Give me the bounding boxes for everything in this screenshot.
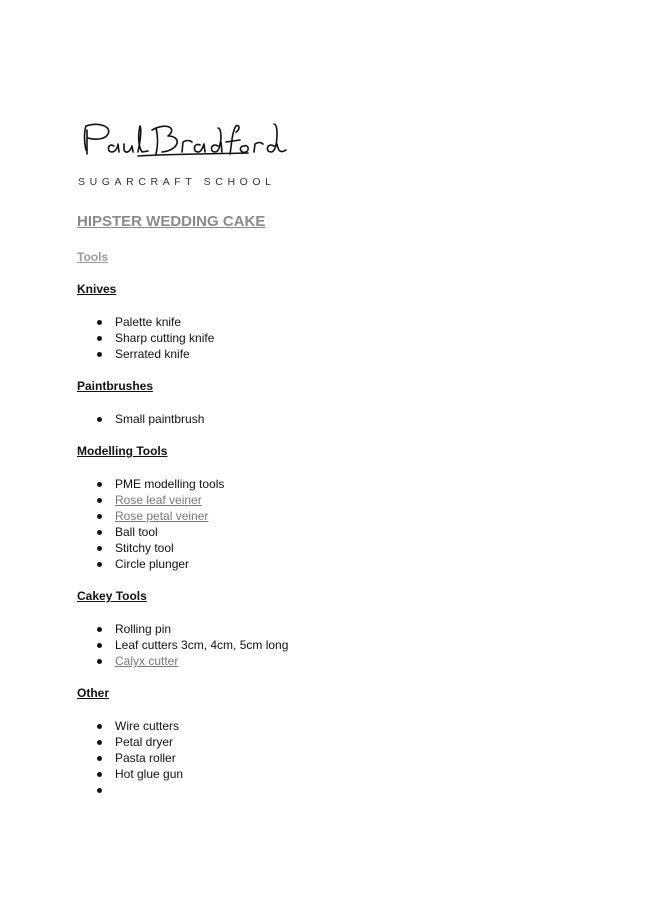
list-item [77,476,597,492]
bullet-icon [97,336,102,341]
bullet-icon [97,772,102,777]
list-item-text: Leaf cutters 3cm, 4cm, 5cm long [115,638,289,652]
section-paintbrushes [77,379,597,427]
list-item-text: Palette knife [115,315,182,329]
bullet-icon [97,417,102,422]
list-item [77,734,597,750]
paul-bradford-logo [78,120,288,192]
rose-petal-veiner-link[interactable]: Rose petal veiner [115,509,209,523]
list-item-text: Petal dryer [115,735,174,749]
list-item [77,718,597,734]
list-item [77,314,597,330]
bullet-icon [97,724,102,729]
document-content [77,212,597,815]
section-heading: Paintbrushes [77,379,154,393]
bullet-icon [97,352,102,357]
section-knives [77,282,597,362]
item-list [77,411,597,427]
rose-leaf-veiner-link[interactable]: Rose leaf veiner [115,493,202,507]
list-item [77,621,597,637]
section-heading: Modelling Tools [77,444,168,458]
document-title: HIPSTER WEDDING CAKE [77,213,266,230]
section-cakey-tools [77,589,597,669]
list-item-text: Serrated knife [115,347,190,361]
bullet-icon [97,530,102,535]
bullet-icon [97,756,102,761]
section-heading: Other [77,686,110,700]
list-item [77,653,597,669]
list-item [77,508,597,524]
document-subtitle: Tools [77,250,109,264]
item-list [77,314,597,362]
list-item [77,346,597,362]
list-item-empty [77,782,597,798]
list-item [77,556,597,572]
list-item-text: Pasta roller [115,751,176,765]
bullet-icon [97,740,102,745]
bullet-icon [97,562,102,567]
logo-subtitle: SUGARCRAFT SCHOOL [78,176,276,188]
list-item-text: Circle plunger [115,557,190,571]
signature-logo-graphic [78,120,288,172]
list-item [77,766,597,782]
section-heading: Knives [77,282,117,296]
list-item-text: Stitchy tool [115,541,174,555]
list-item-text: Sharp cutting knife [115,331,215,345]
bullet-icon [97,627,102,632]
bullet-icon [97,643,102,648]
list-item [77,492,597,508]
bullet-icon [97,320,102,325]
item-list [77,621,597,669]
list-item-text: Rolling pin [115,622,172,636]
bullet-icon [97,788,102,793]
bullet-icon [97,514,102,519]
list-item [77,330,597,346]
bullet-icon [97,546,102,551]
list-item [77,411,597,427]
list-item-text: Ball tool [115,525,158,539]
list-item [77,750,597,766]
list-item-text: Wire cutters [115,719,180,733]
list-item [77,524,597,540]
section-heading: Cakey Tools [77,589,147,603]
list-item-text: Hot glue gun [115,767,184,781]
section-other [77,686,597,798]
bullet-icon [97,659,102,664]
calyx-cutter-link[interactable]: Calyx cutter [115,654,179,668]
bullet-icon [97,482,102,487]
list-item [77,637,597,653]
item-list [77,718,597,798]
list-item-text: PME modelling tools [115,477,225,491]
list-item [77,540,597,556]
item-list [77,476,597,572]
section-modelling-tools [77,444,597,572]
bullet-icon [97,498,102,503]
list-item-text: Small paintbrush [115,412,205,426]
